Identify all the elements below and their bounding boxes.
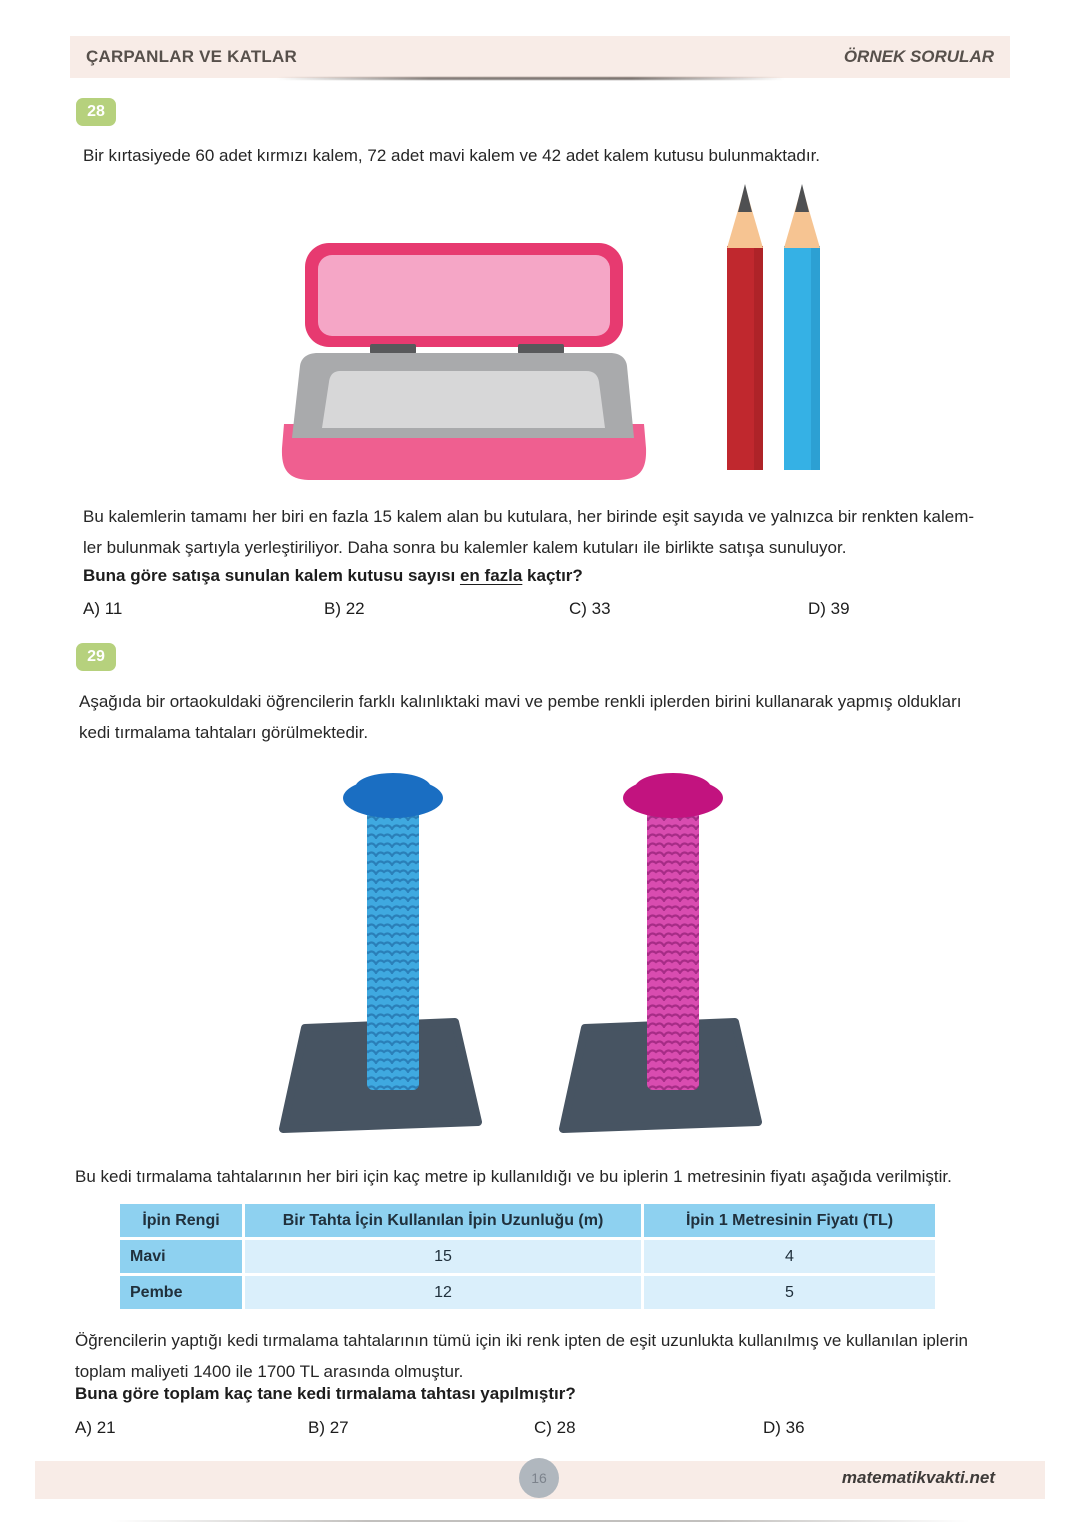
table-row	[120, 1276, 935, 1309]
question-28-stem	[83, 566, 583, 586]
row-price: 5	[644, 1276, 935, 1309]
question-29-figure	[0, 758, 1080, 1138]
question-29-intro	[79, 686, 1039, 748]
option-d: D) 39	[808, 599, 850, 618]
table-row	[120, 1240, 935, 1273]
col-header-rope-price: İpin 1 Metresinin Fiyatı (TL)	[644, 1204, 935, 1237]
site-name: matematikvakti.net	[841, 1468, 995, 1487]
question-28-badge	[76, 98, 116, 126]
chapter-title: ÇARPANLAR VE KATLAR	[86, 47, 297, 66]
body-line: Bu kalemlerin tamamı her biri en fazla 15 kalem alan bu kutulara, her birinde eşit sayıda ve yalnızca bir renkten kalem-	[83, 507, 975, 526]
red-pencil-illustration	[727, 184, 763, 470]
question-number: 28	[87, 103, 105, 120]
intro-line: Aşağıda bir ortaokuldaki öğrencilerin farklı kalınlıktaki mavi ve pembe renkli iplerden birini kullanarak yapmış oldukları	[79, 692, 962, 711]
question-29-body	[75, 1325, 1045, 1387]
col-header-rope-length: Bir Tahta İçin Kullanılan İpin Uzunluğu (m)	[245, 1204, 641, 1237]
pink-scratching-post-illustration	[563, 773, 758, 1129]
col-header-rope-color: İpin Rengi	[120, 1204, 242, 1237]
option-a: A) 11	[83, 599, 123, 618]
page-number-badge	[519, 1458, 559, 1498]
row-label: Mavi	[120, 1240, 242, 1273]
row-length: 15	[245, 1240, 641, 1273]
question-28-body	[83, 501, 1043, 563]
question-number: 29	[87, 648, 105, 665]
stem-text: kaçtır?	[522, 566, 583, 585]
option-a: A) 21	[75, 1418, 116, 1437]
page-header	[70, 36, 1010, 78]
stem-text: Buna göre satışa sunulan kalem kutusu sayısı	[83, 566, 460, 585]
row-label: Pembe	[120, 1276, 242, 1309]
option-c: C) 28	[534, 1418, 576, 1437]
stem-underlined: en fazla	[459, 566, 523, 585]
row-length: 12	[245, 1276, 641, 1309]
bottom-divider	[110, 1520, 970, 1522]
pencil-case-illustration	[282, 243, 646, 480]
blue-scratching-post-illustration	[283, 773, 478, 1129]
table-header-row	[120, 1204, 935, 1237]
body-line: Öğrencilerin yaptığı kedi tırmalama tahtalarının tümü için iki renk ipten de eşit uzunlukta kullanılmış ve kullanılan iplerin	[75, 1331, 968, 1350]
option-c: C) 33	[569, 599, 611, 618]
blue-pencil-illustration	[784, 184, 820, 470]
body-line: ler bulunmak şartıyla yerleştiriliyor. Daha sonra bu kalemler kalem kutuları ile birlikte satışa sunuluyor.	[83, 538, 847, 557]
body-line: toplam maliyeti 1400 ile 1700 TL arasında olmuştur.	[75, 1362, 464, 1381]
section-title: ÖRNEK SORULAR	[843, 47, 994, 66]
row-price: 4	[644, 1240, 935, 1273]
question-29-stem: Buna göre toplam kaç tane kedi tırmalama tahtası yapılmıştır?	[75, 1384, 576, 1403]
question-28-figure	[0, 172, 1080, 494]
header-shadow	[277, 77, 785, 80]
page-number: 16	[531, 1470, 547, 1486]
option-b: B) 22	[324, 599, 365, 618]
option-b: B) 27	[308, 1418, 349, 1437]
intro-line: kedi tırmalama tahtaları görülmektedir.	[79, 723, 369, 742]
option-d: D) 36	[763, 1418, 805, 1437]
question-29-caption: Bu kedi tırmalama tahtalarının her biri için kaç metre ip kullanıldığı ve bu iplerin 1 metresinin fiyatı aşağıda verilmiştir.	[75, 1167, 952, 1186]
question-29-badge	[76, 643, 116, 671]
rope-table	[117, 1201, 938, 1312]
question-28-intro: Bir kırtasiyede 60 adet kırmızı kalem, 72 adet mavi kalem ve 42 adet kalem kutusu bulunmaktadır.	[83, 146, 821, 165]
